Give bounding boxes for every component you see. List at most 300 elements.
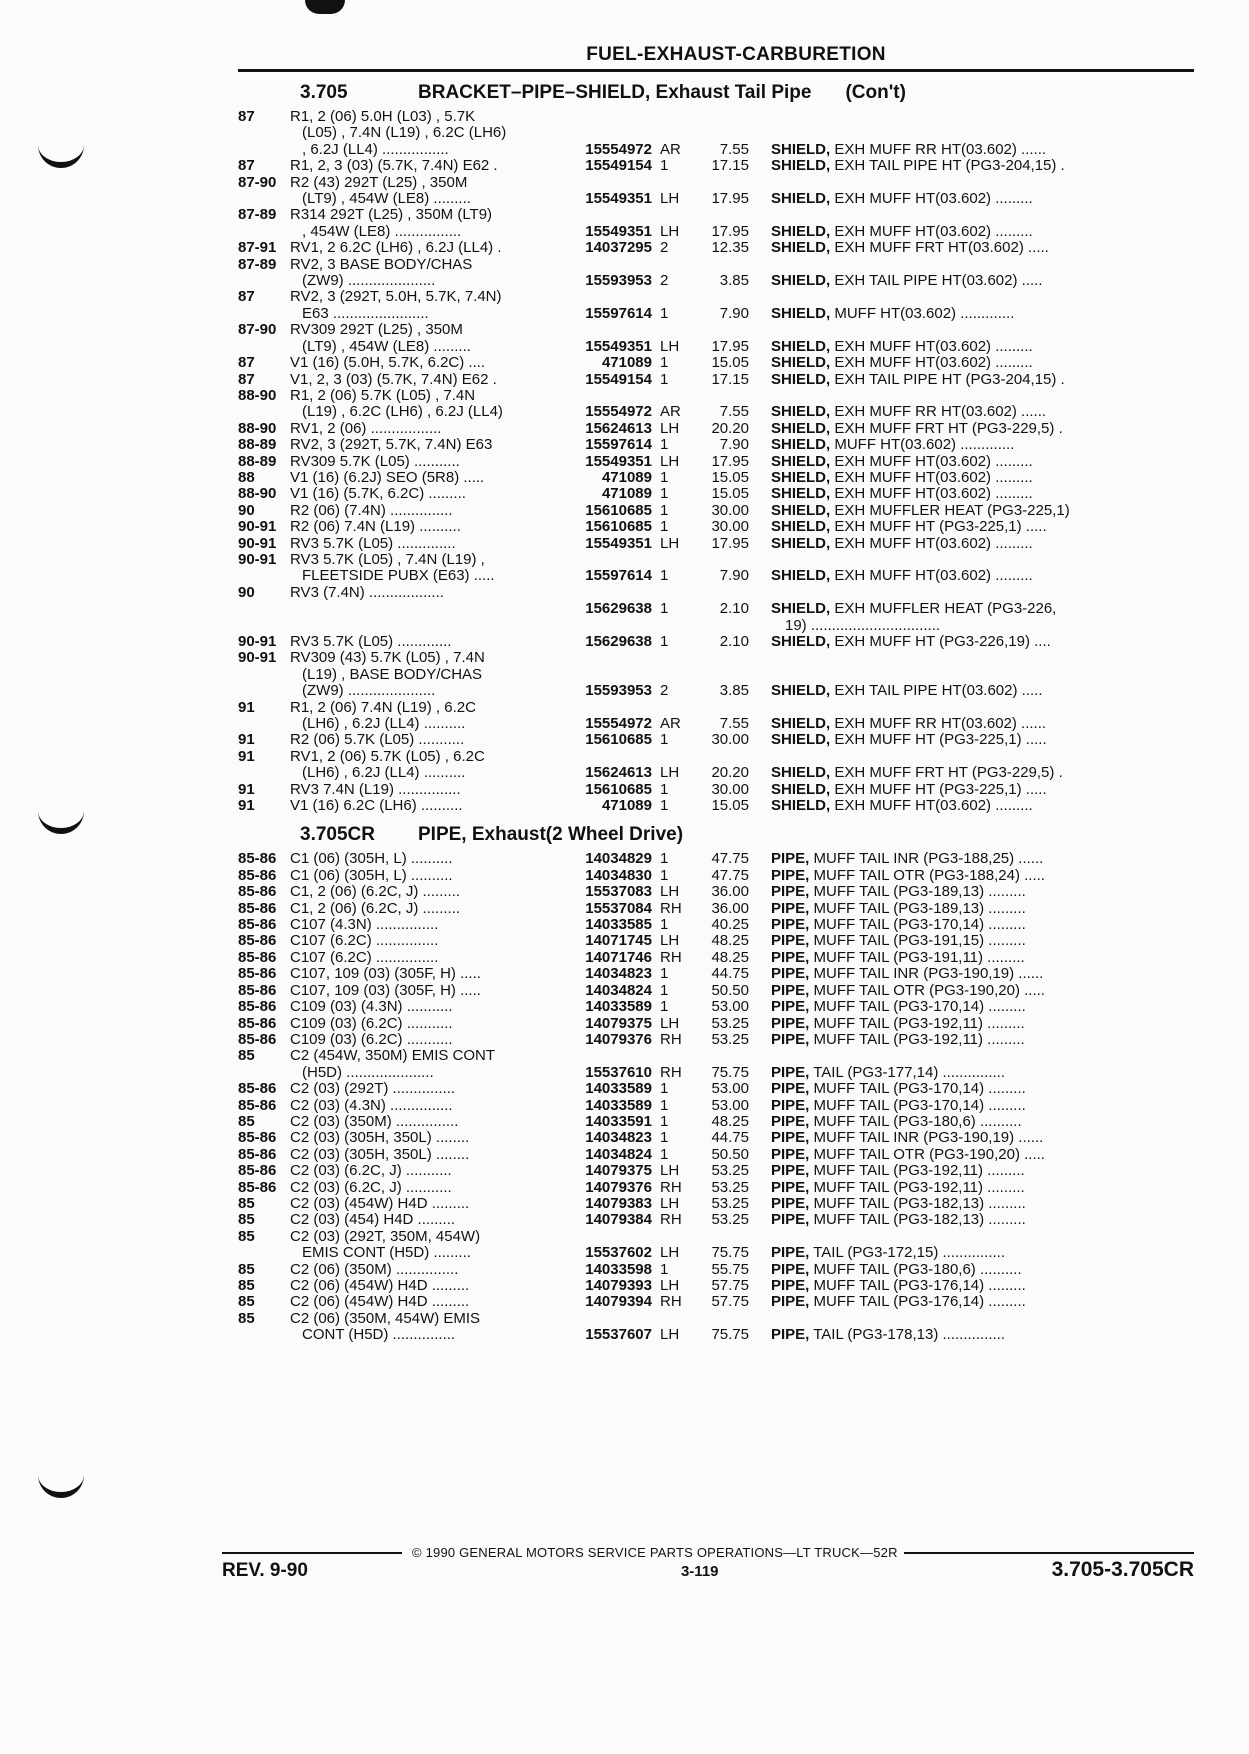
row-model: [290, 552, 558, 585]
row-model: [290, 1147, 558, 1163]
row-part-number: 14034824: [585, 981, 652, 999]
row-price: 53.25: [711, 1030, 749, 1048]
model-line: (L19) , 6.2C (LH6) , 6.2J (LL4): [302, 403, 503, 421]
row-quantity: 1: [660, 518, 669, 536]
row-quantity: 1: [660, 632, 669, 650]
model-line: R2 (06) 5.7K (L05) ...........: [290, 732, 465, 749]
row-description: [749, 749, 1194, 782]
row-year: 85: [238, 1293, 255, 1311]
desc-noun: SHIELD,: [771, 420, 831, 437]
row-year: 90: [238, 583, 255, 601]
row-price: 3.85: [719, 682, 749, 700]
row-part-number: 14033589: [585, 998, 652, 1016]
part-row: [238, 1163, 1194, 1179]
row-price: 44.75: [711, 1129, 749, 1147]
row-year: 87: [238, 108, 255, 125]
model-line: RV309 (43) 5.7K (L05) , 7.4N: [290, 650, 485, 667]
desc-text: EXH MUFF HT (PG3-225,1) .....: [830, 732, 1047, 749]
row-model: [290, 536, 558, 552]
row-price: 30.00: [711, 780, 749, 798]
model-line: V1 (16) (5.7K, 6.2C) .........: [290, 486, 466, 503]
row-description: [749, 207, 1194, 240]
model-line: (LT9) , 454W (LE8) .........: [302, 337, 471, 355]
part-row: [238, 999, 1194, 1015]
row-year: 90-91: [238, 550, 277, 568]
row-model: [290, 983, 558, 999]
desc-noun: SHIELD,: [771, 158, 831, 175]
model-line: RV3 (7.4N) ..................: [290, 584, 444, 601]
row-price: 50.50: [711, 981, 749, 999]
row-price: 55.75: [711, 1260, 749, 1278]
model-line: RV2, 3 (292T, 5.0H, 5.7K, 7.4N): [290, 289, 502, 306]
row-quantity: LH: [660, 1326, 680, 1344]
section-continued: (Con't): [845, 82, 906, 103]
row-price: 50.50: [711, 1145, 749, 1163]
row-description: [749, 372, 1194, 388]
desc-noun: SHIELD,: [771, 519, 831, 536]
desc-noun: PIPE,: [771, 1031, 810, 1048]
row-description: [749, 289, 1194, 322]
desc-noun: PIPE,: [771, 1244, 810, 1262]
desc-text: MUFF TAIL (PG3-170,14) .........: [809, 1097, 1026, 1114]
row-quantity: 1: [660, 797, 669, 815]
model-line: C109 (03) (4.3N) ...........: [290, 999, 453, 1016]
desc-noun: SHIELD,: [771, 798, 831, 815]
part-row: [238, 536, 1194, 552]
model-line: R1, 2 (06) 5.0H (L03) , 5.7K: [290, 109, 476, 125]
row-model: [290, 175, 558, 208]
row-price: 15.05: [711, 797, 749, 815]
desc-noun: SHIELD,: [771, 567, 831, 585]
desc-text: MUFF TAIL (PG3-189,13) .........: [809, 900, 1026, 917]
row-price: 15.05: [711, 468, 749, 486]
page-header-title: FUEL-EXHAUST-CARBURETION: [586, 44, 886, 65]
row-description: [749, 884, 1194, 900]
row-quantity: LH: [660, 419, 680, 437]
row-quantity: 1: [660, 600, 669, 618]
row-description: [749, 175, 1194, 208]
desc-noun: SHIELD,: [771, 240, 831, 257]
row-description: [749, 868, 1194, 884]
row-price: 40.25: [711, 916, 749, 934]
row-price: 7.55: [719, 403, 749, 421]
row-year: 87: [238, 288, 255, 306]
row-model: [290, 1114, 558, 1130]
row-part-number: 14071745: [585, 932, 652, 950]
row-year: 85-86: [238, 965, 277, 983]
row-price: 53.25: [711, 1194, 749, 1212]
row-description: [749, 1311, 1194, 1344]
desc-noun: PIPE,: [771, 1130, 810, 1147]
model-line: (ZW9) .....................: [302, 272, 436, 290]
binder-hole: [38, 806, 84, 834]
row-part-number: 14079394: [585, 1293, 652, 1311]
desc-text: MUFF TAIL OTR (PG3-190,20) .....: [809, 1146, 1045, 1163]
desc-noun: PIPE,: [771, 917, 810, 934]
row-price: 20.20: [711, 419, 749, 437]
row-price: 17.15: [711, 370, 749, 388]
row-model: [290, 1196, 558, 1212]
desc-noun: SHIELD,: [771, 371, 831, 388]
row-part-number: 15610685: [585, 780, 652, 798]
row-model: [290, 1163, 558, 1179]
row-price: 53.25: [711, 1014, 749, 1032]
row-part-number: 15554972: [585, 715, 652, 732]
row-description: [749, 1180, 1194, 1196]
desc-noun: PIPE,: [771, 966, 810, 983]
row-part-number: 15549351: [585, 337, 652, 355]
row-price: 53.25: [711, 1178, 749, 1196]
row-quantity: LH: [660, 222, 680, 240]
row-description: [749, 1294, 1194, 1310]
row-year: 85: [238, 1112, 255, 1130]
desc-text: MUFF HT(03.602) .............: [830, 437, 1015, 454]
row-part-number: 14033598: [585, 1260, 652, 1278]
row-description: [749, 322, 1194, 355]
desc-text: EXH MUFF FRT HT (PG3-229,5) .: [830, 420, 1063, 437]
section-name: PIPE, Exhaust(2 Wheel Drive): [418, 824, 684, 846]
row-year: 85-86: [238, 916, 277, 934]
row-model: [290, 700, 558, 733]
row-description: [749, 1032, 1194, 1048]
section-number: 3.705: [300, 82, 348, 103]
row-model: [290, 486, 558, 502]
row-part-number: 15549351: [585, 222, 652, 240]
row-part-number: 15537602: [585, 1244, 652, 1262]
row-year: 87: [238, 157, 255, 175]
row-part-number: 15554972: [585, 403, 652, 421]
part-row: [238, 1081, 1194, 1097]
row-description: [749, 966, 1194, 982]
row-description: [749, 109, 1194, 158]
row-description: [749, 1163, 1194, 1179]
row-model: [290, 454, 558, 470]
part-row: [238, 322, 1194, 355]
model-line: R1, 2 (06) 5.7K (L05) , 7.4N: [290, 387, 476, 404]
row-year: 85-86: [238, 1129, 277, 1147]
desc-text: EXH MUFF FRT HT(03.602) .....: [830, 240, 1049, 257]
desc-noun: PIPE,: [771, 1212, 810, 1229]
part-row: [238, 983, 1194, 999]
row-quantity: 1: [660, 916, 669, 934]
model-line: V1 (16) (5.0H, 5.7K, 6.2C) ....: [290, 355, 486, 372]
row-description: [749, 454, 1194, 470]
desc-text: EXH MUFF HT (PG3-226,19) ....: [830, 633, 1051, 650]
part-row: [238, 470, 1194, 486]
row-description: [749, 732, 1194, 748]
model-line: V1 (16) 6.2C (LH6) ..........: [290, 798, 463, 815]
row-quantity: 1: [660, 1112, 669, 1130]
row-part-number: 15549154: [585, 370, 652, 388]
row-year: 90-91: [238, 534, 277, 552]
row-model: [290, 884, 558, 900]
desc-text: MUFF TAIL (PG3-191,15) .........: [809, 933, 1026, 950]
row-part-number: 15597614: [585, 436, 652, 454]
row-model: [290, 917, 558, 933]
model-line: V1, 2, 3 (03) (5.7K, 7.4N) E62 .: [290, 371, 497, 388]
row-quantity: 1: [660, 998, 669, 1016]
model-line: RV3 7.4N (L19) ...............: [290, 781, 461, 798]
desc-noun: SHIELD,: [771, 304, 831, 322]
model-line: C2 (03) (4.3N) ...............: [290, 1097, 453, 1114]
row-description: [749, 950, 1194, 966]
desc-text: MUFF TAIL (PG3-191,11) .........: [809, 949, 1025, 966]
row-price: 53.25: [711, 1211, 749, 1229]
desc-noun: SHIELD,: [771, 600, 831, 618]
desc-noun: PIPE,: [771, 1081, 810, 1098]
row-description: [749, 503, 1194, 519]
desc-text: EXH MUFF HT(03.602) .........: [830, 567, 1033, 585]
desc-noun: SHIELD,: [771, 190, 831, 208]
row-part-number: 15537607: [585, 1326, 652, 1344]
row-description: [749, 421, 1194, 437]
row-model: [290, 1081, 558, 1097]
row-model: [290, 207, 558, 240]
row-price: 12.35: [711, 239, 749, 257]
desc-text: MUFF TAIL (PG3-170,14) .........: [809, 1081, 1026, 1098]
row-description: [749, 999, 1194, 1015]
part-row: [238, 1212, 1194, 1228]
desc-text: EXH MUFF RR HT(03.602) ......: [830, 715, 1047, 732]
row-model: [290, 289, 558, 322]
part-row: [238, 966, 1194, 982]
row-quantity: LH: [660, 190, 680, 208]
row-model: [290, 109, 558, 158]
row-model: [290, 851, 558, 867]
row-model: [290, 1048, 558, 1081]
part-row: [238, 1294, 1194, 1310]
part-row: [238, 519, 1194, 535]
desc-noun: SHIELD,: [771, 355, 831, 372]
row-quantity: 1: [660, 1260, 669, 1278]
desc-text: EXH MUFF HT(03.602) .........: [830, 337, 1033, 355]
row-part-number: 471089: [601, 485, 652, 503]
section-number: 3.705CR: [300, 824, 375, 846]
part-row: [238, 1048, 1194, 1081]
row-quantity: 1: [660, 468, 669, 486]
desc-text: MUFF TAIL (PG3-189,13) .........: [809, 884, 1026, 901]
row-part-number: 14034829: [585, 850, 652, 868]
row-price: 57.75: [711, 1293, 749, 1311]
row-year: 90: [238, 501, 255, 519]
desc-noun: SHIELD,: [771, 469, 831, 486]
desc-text: EXH MUFF HT(03.602) .........: [830, 486, 1033, 503]
model-line: C2 (06) (454W) H4D .........: [290, 1278, 470, 1295]
row-model: [290, 240, 558, 256]
row-year: 88-90: [238, 386, 277, 404]
row-part-number: 14033589: [585, 1080, 652, 1098]
row-price: 75.75: [711, 1326, 749, 1344]
row-part-number: 14034823: [585, 1129, 652, 1147]
model-line: C109 (03) (6.2C) ...........: [290, 1031, 453, 1048]
model-line: (LH6) , 6.2J (LL4) ..........: [302, 764, 466, 782]
row-part-number: 14079376: [585, 1030, 652, 1048]
part-row: [238, 175, 1194, 208]
row-year: 90-91: [238, 649, 277, 667]
model-line: , 454W (LE8) ................: [302, 222, 462, 240]
binder-hole: [38, 1470, 84, 1498]
row-part-number: 14037295: [585, 239, 652, 257]
row-part-number: 15610685: [585, 731, 652, 749]
part-row: [238, 700, 1194, 733]
row-price: 2.10: [719, 632, 749, 650]
desc-noun: SHIELD,: [771, 502, 831, 519]
row-quantity: 1: [660, 567, 669, 585]
part-row: [238, 901, 1194, 917]
row-quantity: LH: [660, 1014, 680, 1032]
desc-noun: PIPE,: [771, 1326, 810, 1344]
row-model: [290, 999, 558, 1015]
part-row: [238, 1130, 1194, 1146]
row-price: 36.00: [711, 883, 749, 901]
model-line: RV3 5.7K (L05) .............: [290, 633, 452, 650]
model-line: C2 (06) (350M) ...............: [290, 1261, 459, 1278]
desc-noun: SHIELD,: [771, 535, 831, 552]
row-quantity: RH: [660, 1211, 682, 1229]
row-year: 85-86: [238, 932, 277, 950]
row-quantity: AR: [660, 140, 681, 158]
row-quantity: AR: [660, 715, 681, 732]
model-line: , 6.2J (LL4) ................: [302, 140, 449, 158]
part-row: [238, 798, 1194, 814]
model-line: C2 (06) (454W) H4D .........: [290, 1294, 470, 1311]
part-row: [238, 933, 1194, 949]
desc-noun: PIPE,: [771, 867, 810, 884]
model-line: C2 (454W, 350M) EMIS CONT: [290, 1048, 496, 1065]
row-price: 57.75: [711, 1277, 749, 1295]
row-quantity: 1: [660, 965, 669, 983]
row-quantity: LH: [660, 883, 680, 901]
row-part-number: 15610685: [585, 518, 652, 536]
model-line: C2 (03) (292T) ...............: [290, 1081, 456, 1098]
row-price: 47.75: [711, 866, 749, 884]
row-model: [290, 585, 558, 634]
row-price: 17.95: [711, 222, 749, 240]
row-description: [749, 158, 1194, 174]
part-row: [238, 585, 1194, 634]
desc-text: EXH TAIL PIPE HT (PG3-204,15) .: [830, 158, 1065, 175]
row-year: 87-90: [238, 173, 277, 191]
row-part-number: 14079383: [585, 1194, 652, 1212]
desc-noun: SHIELD,: [771, 633, 831, 650]
desc-noun: SHIELD,: [771, 781, 831, 798]
part-row: [238, 454, 1194, 470]
model-line: C1 (06) (305H, L) ..........: [290, 867, 453, 884]
part-row: [238, 884, 1194, 900]
row-price: 30.00: [711, 731, 749, 749]
row-description: [749, 355, 1194, 371]
row-year: 85-86: [238, 981, 277, 999]
model-line: (L05) , 7.4N (L19) , 6.2C (LH6): [302, 124, 507, 142]
scan-mark: [305, 0, 345, 14]
catalog-page: [238, 40, 1194, 1344]
desc-noun: SHIELD,: [771, 453, 831, 470]
desc-text: MUFF TAIL (PG3-170,14) .........: [809, 999, 1026, 1016]
footer-rule-right: [904, 1552, 1194, 1554]
row-quantity: 1: [660, 1145, 669, 1163]
desc-noun: PIPE,: [771, 982, 810, 999]
desc-noun: PIPE,: [771, 1097, 810, 1114]
model-line: RV309 5.7K (L05) ...........: [290, 453, 460, 470]
row-price: 47.75: [711, 850, 749, 868]
model-line: RV3 5.7K (L05) ..............: [290, 535, 456, 552]
row-price: 15.05: [711, 485, 749, 503]
desc-noun: PIPE,: [771, 1015, 810, 1032]
desc-text: MUFF TAIL (PG3-176,14) .........: [809, 1278, 1026, 1295]
row-year: 85-86: [238, 1030, 277, 1048]
header-rule: [238, 69, 1194, 72]
row-price: 17.95: [711, 190, 749, 208]
model-line: (LH6) , 6.2J (LL4) ..........: [302, 715, 466, 733]
row-part-number: 14079375: [585, 1014, 652, 1032]
row-part-number: 471089: [601, 468, 652, 486]
desc-noun: PIPE,: [771, 949, 810, 966]
row-model: [290, 437, 558, 453]
row-quantity: 1: [660, 157, 669, 175]
row-price: 20.20: [711, 764, 749, 782]
part-row: [238, 917, 1194, 933]
desc-noun: PIPE,: [771, 1179, 810, 1196]
desc-text: EXH MUFFLER HEAT (PG3-225,1): [830, 502, 1070, 519]
desc-noun: SHIELD,: [771, 682, 831, 700]
row-year: 85-86: [238, 998, 277, 1016]
row-price: 48.25: [711, 932, 749, 950]
row-description: [749, 1114, 1194, 1130]
desc-noun: SHIELD,: [771, 764, 831, 782]
row-quantity: RH: [660, 948, 682, 966]
model-line: C1, 2 (06) (6.2C, J) .........: [290, 900, 461, 917]
row-quantity: 1: [660, 1096, 669, 1114]
row-quantity: 2: [660, 272, 669, 290]
section-name: BRACKET–PIPE–SHIELD, Exhaust Tail Pipe: [418, 82, 812, 103]
model-line: R2 (06) (7.4N) ...............: [290, 502, 453, 519]
row-price: 53.25: [711, 1162, 749, 1180]
row-quantity: 2: [660, 682, 669, 700]
row-description: [749, 1196, 1194, 1212]
row-description: [749, 470, 1194, 486]
row-description: [749, 650, 1194, 699]
row-quantity: RH: [660, 1293, 682, 1311]
model-line: C107 (4.3N) ...............: [290, 917, 439, 934]
row-model: [290, 950, 558, 966]
row-year: 85: [238, 1047, 255, 1065]
model-line: RV1, 2 (06) 5.7K (L05) , 6.2C: [290, 748, 485, 765]
row-price: 7.55: [719, 140, 749, 158]
row-year: 91: [238, 731, 255, 749]
row-price: 53.00: [711, 998, 749, 1016]
desc-text: MUFF TAIL (PG3-180,6) ..........: [809, 1113, 1022, 1130]
row-year: 85-86: [238, 1178, 277, 1196]
row-part-number: 15597614: [585, 567, 652, 585]
row-description: [749, 1229, 1194, 1262]
part-row: [238, 1278, 1194, 1294]
footer-revision: REV. 9-90: [222, 1560, 308, 1581]
row-part-number: 15537083: [585, 883, 652, 901]
row-description: [749, 1081, 1194, 1097]
desc-noun: SHIELD,: [771, 715, 831, 732]
model-line: RV2, 3 BASE BODY/CHAS: [290, 256, 473, 273]
row-quantity: 1: [660, 1129, 669, 1147]
part-row: [238, 158, 1194, 174]
model-line: E63 .......................: [302, 304, 429, 322]
row-part-number: 15537084: [585, 899, 652, 917]
row-price: 7.90: [719, 567, 749, 585]
part-row: [238, 868, 1194, 884]
row-part-number: 14079393: [585, 1277, 652, 1295]
row-year: 87-90: [238, 321, 277, 339]
row-price: 36.00: [711, 899, 749, 917]
row-model: [290, 1278, 558, 1294]
